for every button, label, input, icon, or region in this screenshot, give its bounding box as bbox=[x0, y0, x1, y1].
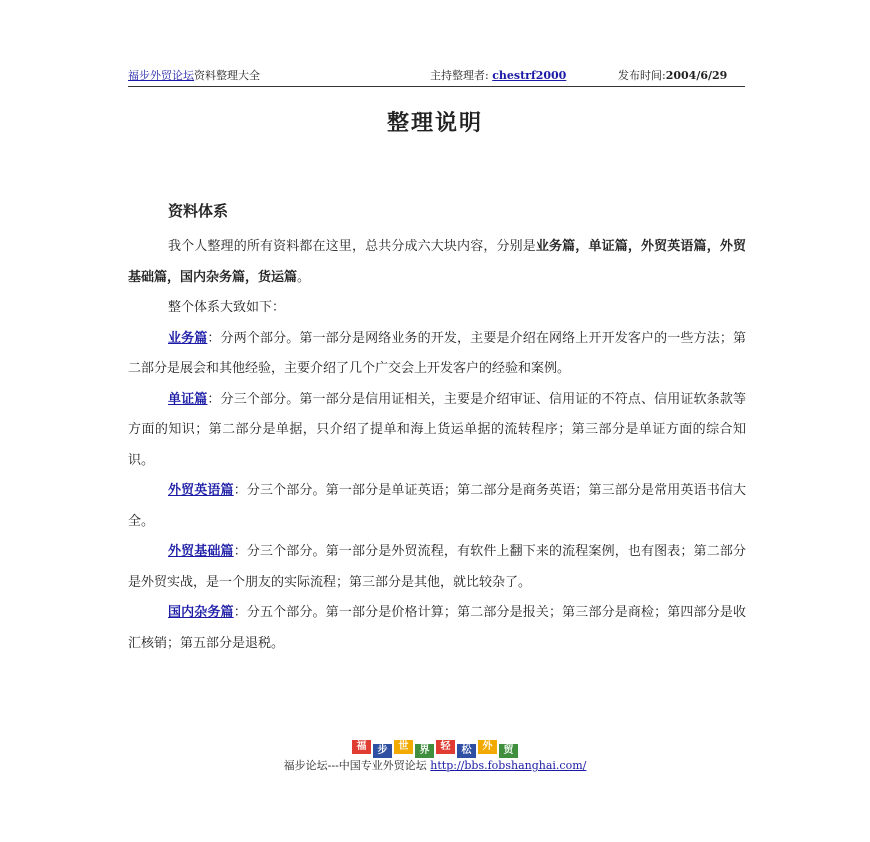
header-subtitle: 资料整理大全 bbox=[194, 69, 260, 82]
item-paragraph bbox=[128, 324, 746, 385]
item-text: ：分两个部分。第一部分是网络业务的开发，主要是介绍在网络上开开发客户的一些方法；第二部分是展会和其他经验，主要介绍了几个广交会上开发客户的经验和案例。 bbox=[128, 330, 746, 376]
category-list: 业务篇，单证篇，外贸英语篇，外贸基础篇，国内杂务篇，货运篇 bbox=[128, 239, 746, 285]
document-body bbox=[128, 232, 746, 659]
item-paragraph bbox=[128, 598, 746, 659]
publish-date: 2004/6/29 bbox=[665, 69, 728, 82]
header-date bbox=[618, 68, 727, 84]
logo-tile: 贸 bbox=[499, 744, 518, 758]
host-name[interactable]: chestrf2000 bbox=[492, 69, 567, 82]
item-term-link[interactable]: 外贸基础篇 bbox=[168, 544, 234, 559]
intro-paragraph bbox=[128, 232, 746, 293]
header-left bbox=[128, 68, 260, 84]
intro-text: 我个人整理的所有资料都在这里，总共分成六大块内容，分别是 bbox=[168, 239, 536, 254]
host-label: 主持整理者: bbox=[430, 69, 493, 82]
logo-tile: 松 bbox=[457, 744, 476, 758]
logo-tile: 步 bbox=[373, 744, 392, 758]
overview-paragraph: 整个体系大致如下： bbox=[168, 300, 286, 315]
item-text: ：分三个部分。第一部分是单证英语；第二部分是商务英语；第三部分是常用英语书信大全。 bbox=[128, 483, 746, 529]
footer-text: 福步论坛---中国专业外贸论坛 bbox=[283, 759, 431, 772]
item-text: ：分三个部分。第一部分是信用证相关，主要是介绍审证、信用证的不符点、信用证软条款等方面的知识；第二部分是单据，只介绍了提单和海上货运单据的流转程序；第三部分是单证方面的综合知识。 bbox=[128, 391, 746, 468]
item-paragraph bbox=[128, 537, 746, 598]
logo-tile: 界 bbox=[415, 744, 434, 758]
section-title: 资料体系 bbox=[168, 202, 229, 220]
item-term-link[interactable]: 国内杂务篇 bbox=[168, 605, 234, 620]
header-host bbox=[430, 68, 566, 84]
date-label: 发布时间: bbox=[618, 69, 666, 82]
page-header bbox=[128, 68, 745, 87]
page-title: 整理说明 bbox=[386, 110, 483, 136]
logo-tile: 世 bbox=[394, 740, 413, 754]
item-term-link[interactable]: 业务篇 bbox=[168, 330, 208, 346]
item-paragraph bbox=[128, 385, 746, 477]
item-term-link[interactable]: 外贸英语篇 bbox=[168, 483, 234, 498]
logo-tile: 外 bbox=[478, 740, 497, 754]
logo-tile: 轻 bbox=[436, 740, 455, 754]
logo-tile: 福 bbox=[352, 740, 371, 754]
forum-url-link[interactable]: http://bbs.fobshanghai.com/ bbox=[430, 759, 587, 772]
item-text: ：分五个部分。第一部分是价格计算；第二部分是报关；第三部分是商检；第四部分是收汇核销；第五部分是退税。 bbox=[128, 605, 746, 651]
intro-end: 。 bbox=[297, 269, 311, 285]
item-text: ：分三个部分。第一部分是外贸流程，有软件上翻下来的流程案例，也有图表；第二部分是外贸实战，是一个朋友的实际流程；第三部分是其他，就比较杂了。 bbox=[128, 544, 746, 590]
forum-link[interactable]: 福步外贸论坛 bbox=[128, 69, 194, 82]
item-paragraph bbox=[128, 476, 746, 537]
page-footer bbox=[0, 757, 870, 773]
item-term-link[interactable]: 单证篇 bbox=[168, 391, 208, 407]
